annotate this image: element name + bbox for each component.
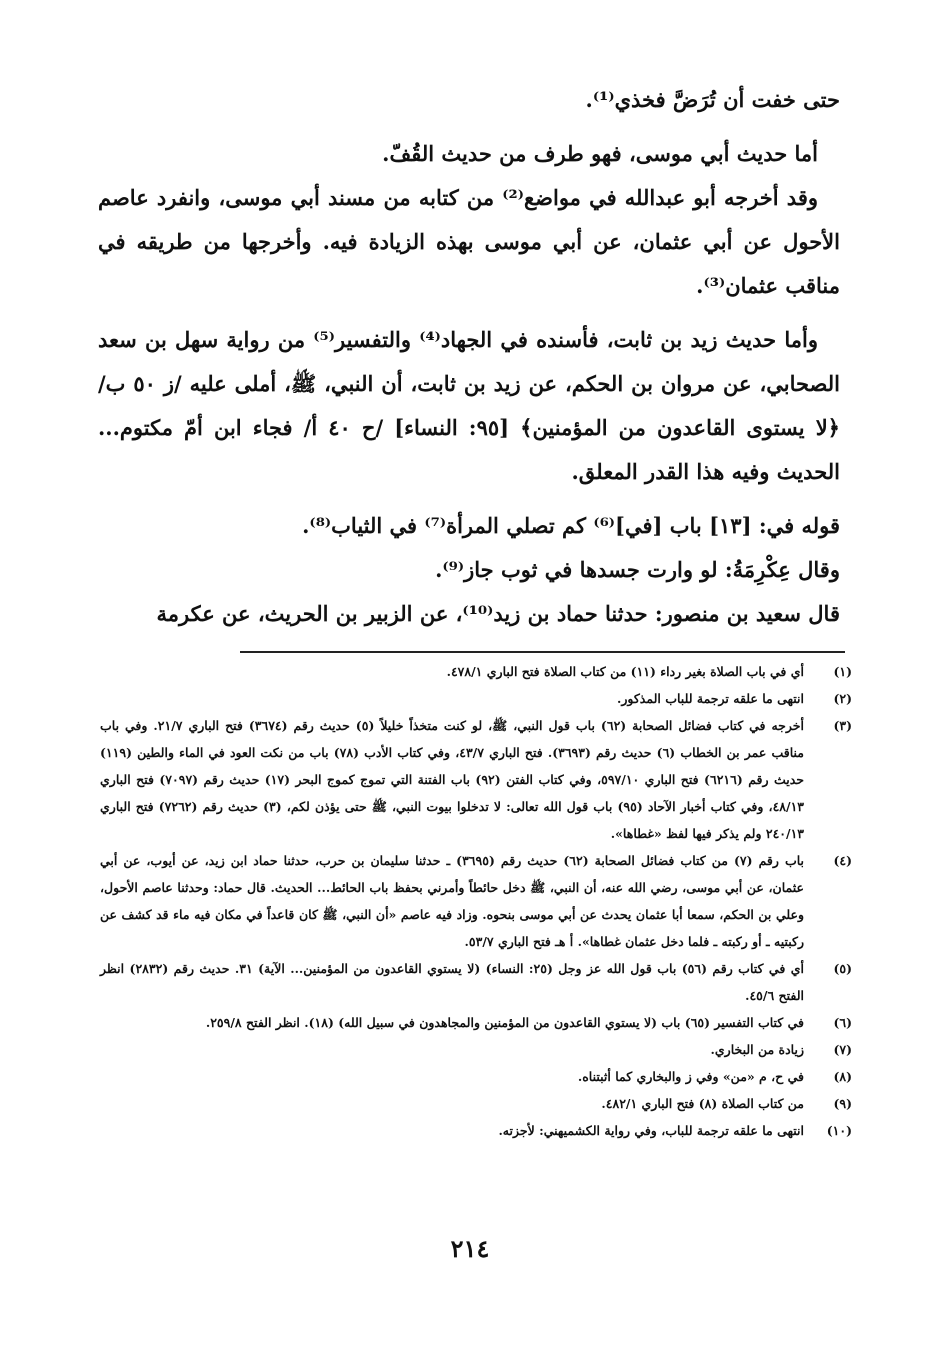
- footnote: [100, 712, 852, 847]
- footnote-number: (٦): [833, 1015, 852, 1030]
- paragraph-6: وقال عِكْرِمَةُ: لو وارت جسدها في ثوب جاز⁽⁹⁾.: [435, 557, 840, 582]
- footnote-text: من كتاب الصلاة (٨) فتح الباري ٤٨٢/١.: [601, 1096, 804, 1111]
- footnote: [100, 955, 852, 1009]
- paragraph-1: حتى خفت أن تُرَضَّ فخذي⁽¹⁾.: [585, 87, 840, 112]
- footnote-number: (٣): [833, 718, 852, 733]
- page-number: ٢١٤: [450, 1234, 490, 1263]
- footnote: [100, 1063, 852, 1090]
- paragraph-5: قوله في: [١٣] باب [في]⁽⁶⁾ كم تصلي المرأة⁽⁷⁾ في الثياب⁽⁸⁾.: [302, 513, 840, 538]
- footnote-text: في كتاب التفسير (٦٥) باب (لا يستوي القاعدون من المؤمنين والمجاهدون في سبيل الله) (١٨). انظر الفتح ٢٥٩/٨.: [205, 1015, 804, 1030]
- footnote: [100, 685, 852, 712]
- footnote-text: انتهى ما علقه ترجمة للباب المذكور.: [617, 691, 804, 706]
- paragraph-4: وأما حديث زيد بن ثابت، فأسنده في الجهاد⁽⁴⁾ والتفسير⁽⁵⁾ من رواية سهل بن سعد الصحابي، عن مروان بن الحكم، عن زيد بن ثابت، أن النبي، ﷺ، أملى عليه /ز ٥٠ ب/ ﴿لا يستوى القاعدون من المؤمنين﴾ [٩٥: النساء] /ح ٤٠ أ/ فجاء ابن أمّ مكتوم... الحديث وفيه هذا القدر المعلق.: [98, 327, 840, 484]
- footnote-text: زيادة من البخاري.: [710, 1042, 804, 1057]
- main-text: [98, 78, 840, 636]
- footnote-number: (٧): [833, 1042, 852, 1057]
- footnote-number: (١): [833, 664, 852, 679]
- footnote: [100, 1117, 852, 1144]
- footnote-text: باب رقم (٧) من كتاب فضائل الصحابة (٦٢) حديث رقم (٣٦٩٥) ـ حدثنا سليمان بن حرب، حدثنا حماد ابن زيد، عن أيوب، عن أبي عثمان، عن أبي موسى، رضي الله عنه، أن النبي، ﷺ دخل حائطاً وأمرني بحفظ باب الحائط... الحديث. قال حماد: وحدثنا عاصم الأحول، وعلي بن الحكم، سمعا أبا عثمان يحدث عن أبي موسى بنحوه. وزاد فيه عاصم «أن النبي، ﷺ كان قاعداً في مكان فيه ماء قد كشف عن ركبتيه ـ أو ركبته ـ فلما دخل عثمان غطاها». أ هـ فتح الباري ٥٣/٧.: [100, 853, 804, 949]
- paragraph-7: قال سعيد بن منصور: حدثنا حماد بن زيد⁽¹⁰⁾، عن الزبير بن الحريث، عن عكرمة: [156, 601, 840, 626]
- footnote-number: (١٠): [826, 1123, 852, 1138]
- footnote: [100, 847, 852, 955]
- footnote-number: (٤): [833, 853, 852, 868]
- footnote-text: انتهى ما علقه ترجمة للباب، وفي رواية الكشميهني: لأجزته.: [498, 1123, 804, 1138]
- footnote-number: (٩): [833, 1096, 852, 1111]
- paragraph-2: أما حديث أبي موسى، فهو طرف من حديث القُفّ.: [382, 141, 818, 166]
- footnote-separator: [240, 651, 845, 653]
- paragraph-3: وقد أخرجه أبو عبدالله في مواضع⁽²⁾ من كتابه من مسند أبي موسى، وانفرد عاصم الأحول عن أبي عثمان، عن أبي موسى بهذه الزيادة فيه. وأخرجها من طريقه في مناقب عثمان⁽³⁾.: [98, 185, 840, 298]
- footnote: [100, 1090, 852, 1117]
- footnote-number: (٨): [833, 1069, 852, 1084]
- footnote-number: (٢): [833, 691, 852, 706]
- footnote-text: أي في كتاب رقم (٥٦) باب قول الله عز وجل (٢٥: النساء) (لا يستوي القاعدون من المؤمنين... الآية) ٣١. حديث رقم (٢٨٣٢) انظر الفتح ٤٥/٦.: [100, 961, 804, 1003]
- footnote-text: أي في باب الصلاة بغير رداء (١١) من كتاب الصلاة فتح الباري ٤٧٨/١.: [446, 664, 804, 679]
- footnote-text: أخرجه في كتاب فضائل الصحابة (٦٢) باب قول النبي، ﷺ، لو كنت متخذاً خليلاً (٥) حديث رقم (٣٦٧٤) فتح الباري ٢١/٧. وفي باب مناقب عمر بن الخطاب (٦) حديث رقم (٣٦٩٣). فتح الباري ٤٣/٧، وفي كتاب الأدب (٧٨) باب من نكت العود في الماء والطين (١١٩) حديث رقم (٦٢١٦) فتح الباري ٥٩٧/١٠، وفي كتاب الفتن (٩٢) باب الفتنة التي تموج كموج البحر (١٧) حديث رقم (٧٠٩٧) فتح الباري ٤٨/١٣، وفي كتاب أخبار الآحاد (٩٥) باب قول الله تعالى: لا تدخلوا بيوت النبي، ﷺ حتى يؤذن لكم، (٣) حديث رقم (٧٢٦٢) فتح الباري ٢٤٠/١٣ ولم يذكر فيها لفظ «غطاها».: [100, 718, 805, 841]
- footnote: [100, 1009, 852, 1036]
- footnote: [100, 1036, 852, 1063]
- footnote-number: (٥): [833, 961, 852, 976]
- footnote: [100, 658, 852, 685]
- footnotes: [100, 658, 852, 1144]
- footnote-text: في ح، م «من» وفي ز والبخاري كما أثبتناه.: [577, 1069, 804, 1084]
